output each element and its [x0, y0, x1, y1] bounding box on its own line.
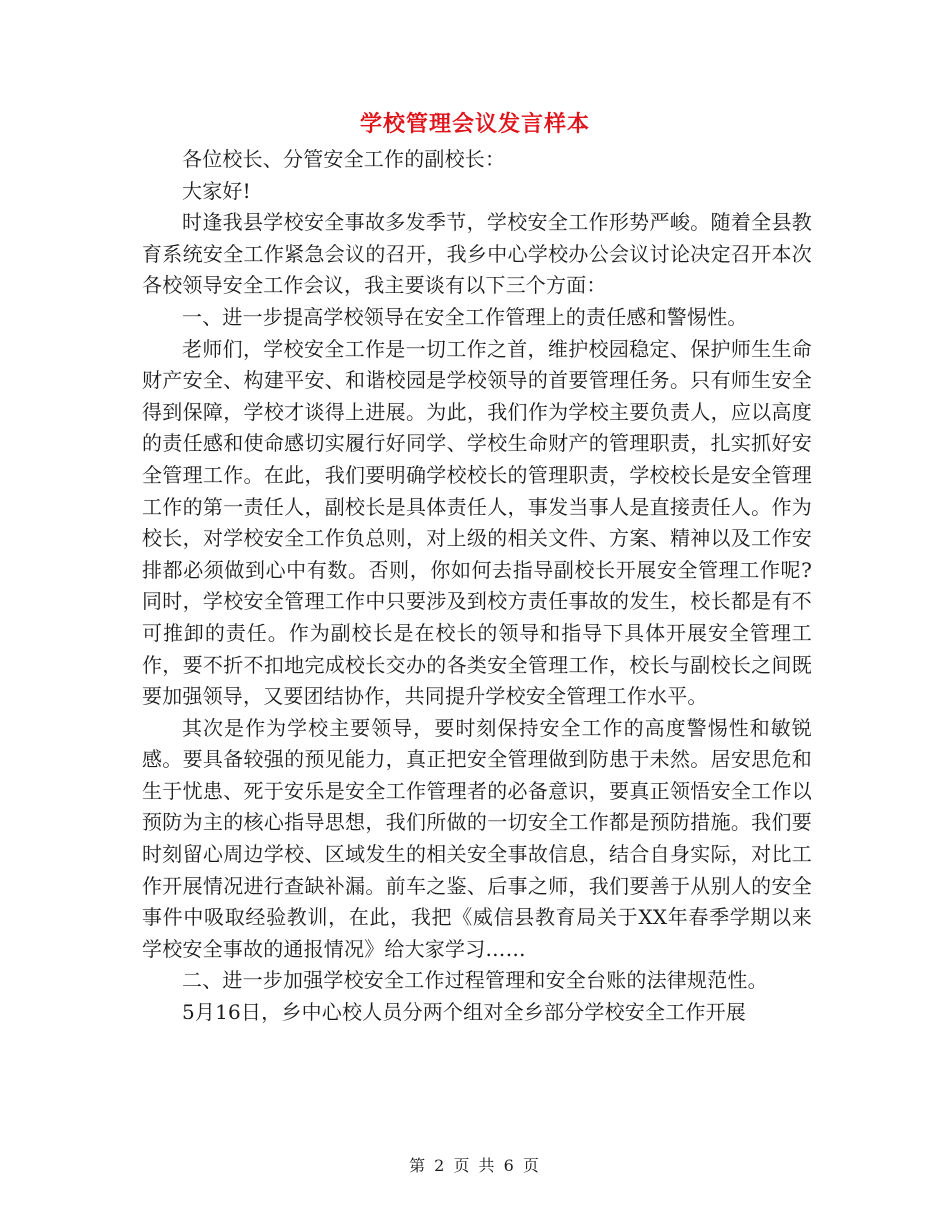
greeting: 大家好! [182, 178, 251, 203]
salutation: 各位校长、分管安全工作的副校长： [182, 147, 506, 171]
document-title: 学校管理会议发言样本 [359, 112, 590, 137]
body-paragraph: 老师们，学校安全工作是一切工作之首，维护校园稳定、保护师生生命财产安全、构建平安、和谐校园是学校领导的首要管理任务。只有师生安全得到保障，学校才谈得上进展。为此，我们作为学校主要负责人，应以高度的责任感和使命感切实履行好同学、学校生命财产的管理职责，扎实抓好安全管理工作。在此，我们要明确学校校长的管理职责，学校校长是安全管理工作的第一责任人，副校长是具体责任人，事发当事人是直接责任人。作为校长，对学校安全工作负总则，对上级的相关文件、方案、精神以及工作安排都必须做到心中有数。否则，你如何去指导副校长开展安全管理工作呢?同时，学校安全管理工作中只要涉及到校方责任事故的发生，校长都是有不可推卸的责任。作为副校长是在校长的领导和指导下具体开展安全管理工作，要不折不扣地完成校长交办的各类安全管理工作，校长与副校长之间既要加强领导，又要团结协作，共同提升学校安全管理工作水平。 [142, 336, 812, 709]
document-body [142, 144, 812, 1029]
section-heading: 一、进一步提高学校领导在安全工作管理上的责任感和警惕性。 [182, 304, 748, 329]
body-paragraph: 时逢我县学校安全事故多发季节，学校安全工作形势严峻。随着全县教育系统安全工作紧急会议的召开，我乡中心学校办公会议讨论决定召开本次各校领导安全工作会议，我主要谈有以下三个方面： [142, 210, 812, 298]
page-number-footer: 第 2 页 共 6 页 [409, 1156, 541, 1175]
body-paragraph: 其次是作为学校主要领导，要时刻保持安全工作的高度警惕性和敏锐感。要具备较强的预见能力，真正把安全管理做到防患于未然。居安思危和生于忧患、死于安乐是安全工作管理者的必备意识，要真正领悟安全工作以预防为主的核心指导思想，我们所做的一切安全工作都是预防措施。我们要时刻留心周边学校、区域发生的相关安全事故信息，结合自身实际，对比工作开展情况进行查缺补漏。前车之鉴、后事之师，我们要善于从别人的安全事件中吸取经验教训，在此，我把《威信县教育局关于XX年春季学期以来学校安全事故的通报情况》给大家学习…… [142, 715, 812, 961]
section-heading: 二、进一步加强学校安全工作过程管理和安全台账的法律规范性。 [182, 968, 768, 993]
body-paragraph: 5月16日，乡中心校人员分两个组对全乡部分学校安全工作开展 [182, 1000, 746, 1025]
